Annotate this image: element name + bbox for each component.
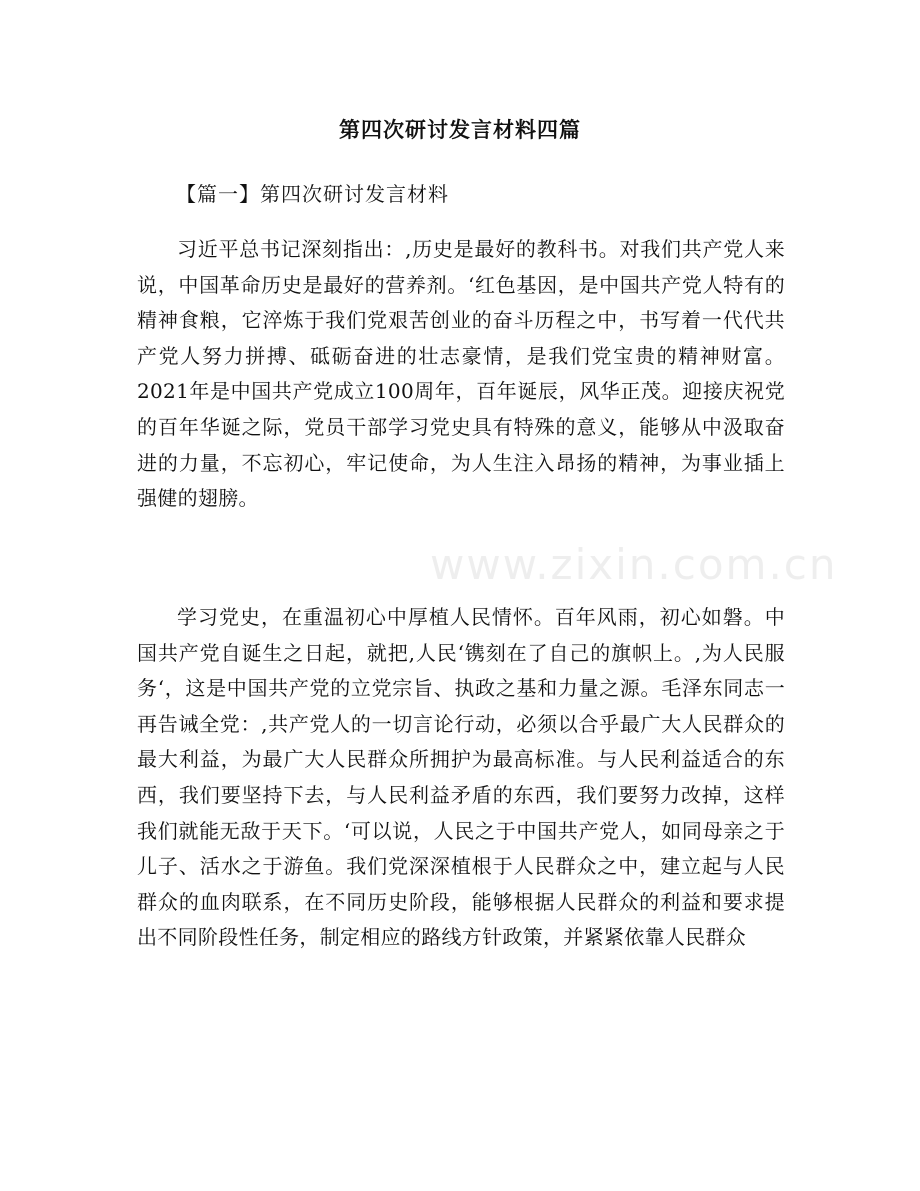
paragraph-2: 学习党史，在重温初心中厚植人民情怀。百年风雨，初心如磐。中国共产党自诞生之日起，就把,人民‘镌刻在了自己的旗帜上。,为人民服务‘，这是中国共产党的立党宗旨、执政之基和力量之源。毛泽东同志一再告诫全党：,共产党人的一切言论行动，必须以合乎最广大人民群众的最大利益，为最广大人民群众所拥护为最高标准。与人民利益适合的东西，我们要坚持下去，与人民利益矛盾的东西，我们要努力改掉，这样我们就能无敌于天下。‘可以说，人民之于中国共产党人，如同母亲之于儿子、活水之于游鱼。我们党深深植根于人民群众之中，建立起与人民群众的血肉联系，在不同历史阶段，能够根据人民群众的利益和要求提出不同阶段性任务，制定相应的路线方针政策，并紧紧依靠人民群众: [137, 605, 785, 950]
section-heading: 【篇一】第四次研讨发言材料: [176, 182, 449, 206]
document-title: 第四次研讨发言材料四篇: [339, 118, 581, 142]
watermark: www.zixin.com.cn: [430, 540, 838, 589]
paragraph-1: 习近平总书记深刻指出：,历史是最好的教科书。对我们共产党人来说，中国革命历史是最好的营养剂。‘红色基因，是中国共产党人特有的精神食粮，它淬炼于我们党艰苦创业的奋斗历程之中，书写着一代代共产党人努力拼搏、砥砺奋进的壮志豪情，是我们党宝贵的精神财富。2021年是中国共产党成立100周年，百年诞辰，风华正茂。迎接庆祝党的百年华诞之际，党员干部学习党史具有特殊的意义，能够从中汲取奋进的力量，不忘初心，牢记使命，为人生注入昂扬的精神，为事业插上强健的翅膀。: [137, 237, 785, 511]
